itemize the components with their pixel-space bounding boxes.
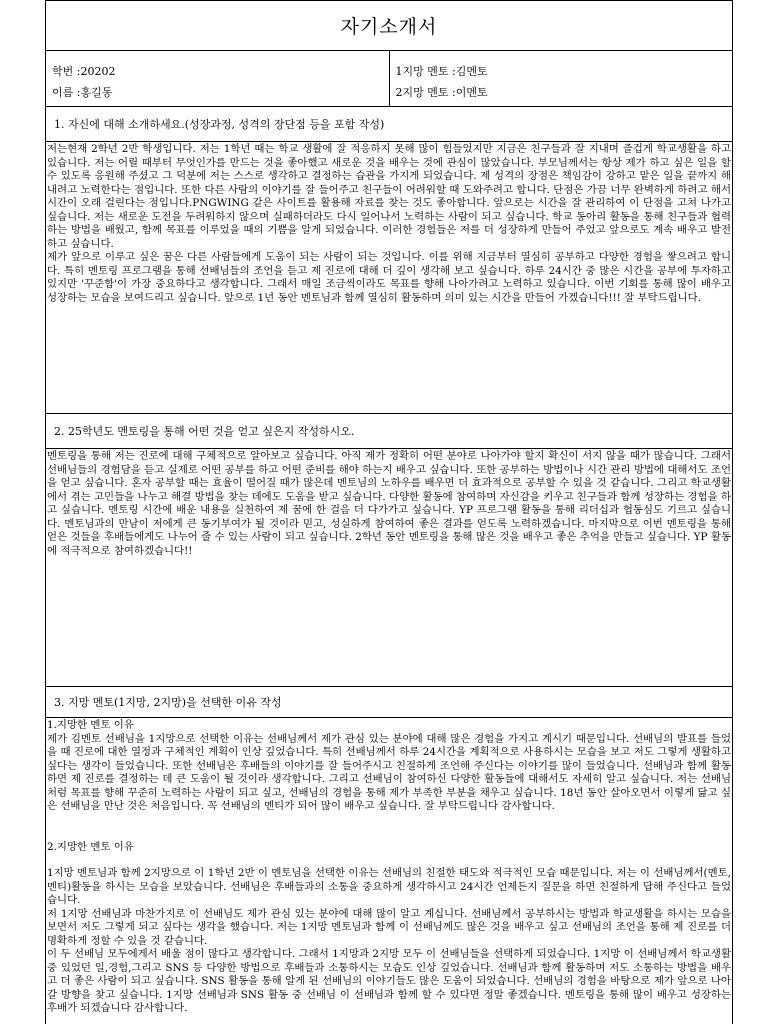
answer-2 xyxy=(46,449,732,687)
mentor-2-reason-paragraph: 저 1지망 선배님과 마찬가지로 이 선배님도 제가 관심 있는 분야에 대해 많이 알고 계십니다. 선배님께서 공부하시는 방법과 학교생활을 하시는 모습을 보면서 저도 그렇게 되고 싶다는 생각을 했습니다. 저는 1지망 멘토님과 함께 이 선배님께도 많은 것을 배우고 싶고 선배님의 조언을 통해 제 진로를 더 명확하게 정할 수 있을 것 같습니다. xyxy=(47,907,731,947)
mentor-1-reason-text: 제가 김멘토 선배님을 1지망으로 선택한 이유는 선배님께서 제가 관심 있는 분야에 대해 많은 경험을 가지고 계시기 때문입니다. 선배님의 발표를 들었을 때 진로에 대한 열정과 구체적인 계획이 인상 깊었습니다. 특히 선배님께서 하루 24시간을 계획적으로 사용하시는 모습을 보고 저도 그렇게 생활하고 싶다는 생각이 들었습니다. 또한 선배님은 후배들의 이야기를 잘 들어주시고 친절하게 조언해 주신다는 이야기를 많이 들었습니다. 선배님과 함께 활동하면 제 진로를 결정하는 데 큰 도움이 될 것이라 생각합니다. 그리고 선배님이 참여하신 다양한 활동들에 대해서도 자세히 알고 싶습니다. 저는 선배님처럼 목표를 향해 꾸준히 노력하는 사람이 되고 싶고, 선배님의 경험을 통해 제가 부족한 부분을 채우고 싶습니다. 18년 동안 살아오면서 이렇게 닮고 싶은 선배님을 만난 것은 처음입니다. 꼭 선배님의 멘티가 되어 많이 배우고 싶습니다. 잘 부탁드립니다 감사합니다. xyxy=(47,732,731,812)
answer-1-paragraph: 제가 앞으로 이루고 싶은 꿈은 다른 사람들에게 도움이 되는 사람이 되는 것입니다. 이를 위해 지금부터 열심히 공부하고 다양한 경험을 쌓으려고 합니다. 특히 멘토링 프로그램을 통해 선배님들의 조언을 듣고 제 진로에 대해 더 깊이 생각해 보고 싶습니다. 하루 24시간 중 많은 시간을 공부에 투자하고 있지만 '꾸준함'이 가장 중요하다고 생각합니다. 그래서 매일 조금씩이라도 목표를 향해 나아가려고 노력하고 있습니다. 이번 기회를 통해 많이 배우고 성장하는 모습을 보여드리고 싶습니다. 앞으로 1년 동안 멘토님과 함께 열심히 활동하며 의미 있는 시간을 만들어 가겠습니다!!! 잘 부탁드립니다. xyxy=(47,251,731,304)
mentor-choice-1: 1지망 멘토 :김멘토 xyxy=(395,65,488,78)
application-form xyxy=(45,0,733,1024)
student-id: 학번 :20202 xyxy=(52,65,116,78)
mentor-2-reason-paragraph: 이 두 선배님 모두에게서 배울 점이 많다고 생각합니다. 그래서 1지망과 2지망 모두 이 선배님들을 선택하게 되었습니다. 1지망 이 선배님께서 학교생활 중 있었던 일,경험,그리고 SNS 등 다양한 방법으로 후배들과 소통하시는 모습도 인상 깊었습니다. 선배님과 함께 활동하며 저도 소통하는 방법을 배우고 더 좋은 사람이 되고 싶습니다. SNS 활동을 통해 알게 된 선배님의 이야기들도 많은 도움이 되었습니다. 선배님의 경험을 바탕으로 제가 앞으로 나아갈 방향을 찾고 싶습니다. 1지망 선배님과 SNS 활동 중 선배님 이 선배님과 함께 할 수 있다면 정말 좋겠습니다. 멘토링을 통해 많이 배우고 성장하는 후배가 되겠습니다 감사합니다. xyxy=(47,948,731,1014)
question-3-heading xyxy=(46,687,732,718)
title-row xyxy=(46,1,732,51)
mentor-choices xyxy=(389,51,733,106)
mentor-choice-2: 2지망 멘토 :이멘토 xyxy=(395,86,488,99)
applicant-info-row xyxy=(46,51,732,107)
student-name: 이름 :홍길동 xyxy=(52,86,113,99)
question-1-text: 1. 자신에 대해 소개하세요.(성장과정, 성격의 장단점 등을 포함 작성) xyxy=(54,118,385,131)
spacer xyxy=(47,814,731,841)
form-title: 자기소개서 xyxy=(340,16,438,38)
mentor-1-reason-label: 1.지망한 멘토 이유 xyxy=(47,719,134,731)
question-1-heading xyxy=(46,107,732,142)
question-2-heading xyxy=(46,414,732,449)
answer-2-paragraph: 멘토링을 통해 저는 진로에 대해 구체적으로 알아보고 싶습니다. 아직 제가 정확히 어떤 분야로 나아가야 할지 확신이 서지 않을 때가 많습니다. 그래서 선배님들의 경험담을 듣고 실제로 어떤 공부를 하고 어떤 준비를 해야 하는지 배우고 싶습니다. 또한 공부하는 방법이나 시간 관리 방법에 대해서도 조언을 얻고 싶습니다. 혼자 공부할 때는 효율이 떨어질 때가 많은데 멘토님의 노하우를 배우면 더 효과적으로 공부할 수 있을 것 같습니다. 그리고 학교생활에서 겪는 고민들을 나누고 해결 방법을 찾는 데에도 도움을 받고 싶습니다. 다양한 활동에 참여하며 자신감을 키우고 친구들과 함께 성장하는 경험을 하고 싶습니다. 멘토링 시간에 배운 내용을 실천하여 제 꿈에 한 걸음 더 다가가고 싶습니다. YP 프로그램 활동을 통해 리더십과 협동심도 기르고 싶습니다. 멘토님과의 만남이 저에게 큰 동기부여가 될 것이라 믿고, 성실하게 참여하여 좋은 결과를 얻도록 노력하겠습니다. 마지막으로 이번 멘토링을 통해 얻은 것들을 후배들에게도 나누어 줄 수 있는 사람이 되고 싶습니다. 2학년 동안 멘토링을 통해 많은 것을 배우고 좋은 추억을 만들고 싶습니다. YP 활동에 적극적으로 참여하겠습니다!! xyxy=(47,450,731,557)
question-3-text: 3. 지망 멘토(1지망, 2지망)을 선택한 이유 작성 xyxy=(54,696,282,709)
answer-1-paragraph: 저는현재 2학년 2반 학생입니다. 저는 1학년 때는 학교 생활에 잘 적응하지 못해 많이 힘들었지만 지금은 친구들과 잘 지내며 즐겁게 학교생활을 하고 있습니다. 저는 어릴 때부터 무엇인가를 만드는 것을 좋아했고 새로운 것을 배우는 것에 관심이 많았습니다. 부모님께서는 항상 제가 하고 싶은 일을 할 수 있도록 응원해 주셨고 그 덕분에 저는 스스로 생각하고 결정하는 습관을 가지게 되었습니다. 제 성격의 장점은 책임감이 강하고 맡은 일을 끝까지 해내려고 노력한다는 점입니다. 또한 다른 사람의 이야기를 잘 들어주고 친구들이 어려워할 때 도와주려고 합니다. 단점은 가끔 너무 완벽하게 하려고 해서 시간이 오래 걸린다는 점입니다.PNGWING 같은 사이트를 활용해 자료를 찾는 것도 좋아합니다. 앞으로는 시간을 잘 관리하여 이 단점을 고쳐 나가고 싶습니다. 저는 새로운 도전을 두려워하지 않으며 실패하더라도 다시 일어나서 노력하는 사람이 되고 싶습니다. 학교 동아리 활동을 통해 친구들과 협력하는 방법을 배웠고, 함께 목표를 이루었을 때의 기쁨을 알게 되었습니다. 이러한 경험들은 저를 더 성장하게 만들어 주었고 앞으로도 계속 배우고 발전하고 싶습니다. xyxy=(47,143,731,250)
question-2-text: 2. 25학년도 멘토링을 통해 어떤 것을 얻고 싶은지 작성하시오. xyxy=(54,425,355,438)
mentor-2-reason-paragraph: 1지망 멘토님과 함께 2지망으로 이 1학년 2반 이 멘토님을 선택한 이유는 선배님의 친절한 태도와 적극적인 모습 때문입니다. 저는 이 선배님께서(멘토,멘티)활동을 하시는 모습을 보았습니다. 선배님은 후배들과의 소통을 중요하게 생각하시고 24시간 언제든지 질문을 하면 친절하게 답해 주신다고 들었습니다. xyxy=(47,867,731,906)
answer-1 xyxy=(46,142,732,414)
student-info xyxy=(46,51,389,106)
spacer xyxy=(47,854,731,867)
mentor-2-reason-label: 2.지망한 멘토 이유 xyxy=(47,840,134,853)
answer-3 xyxy=(46,718,732,1027)
